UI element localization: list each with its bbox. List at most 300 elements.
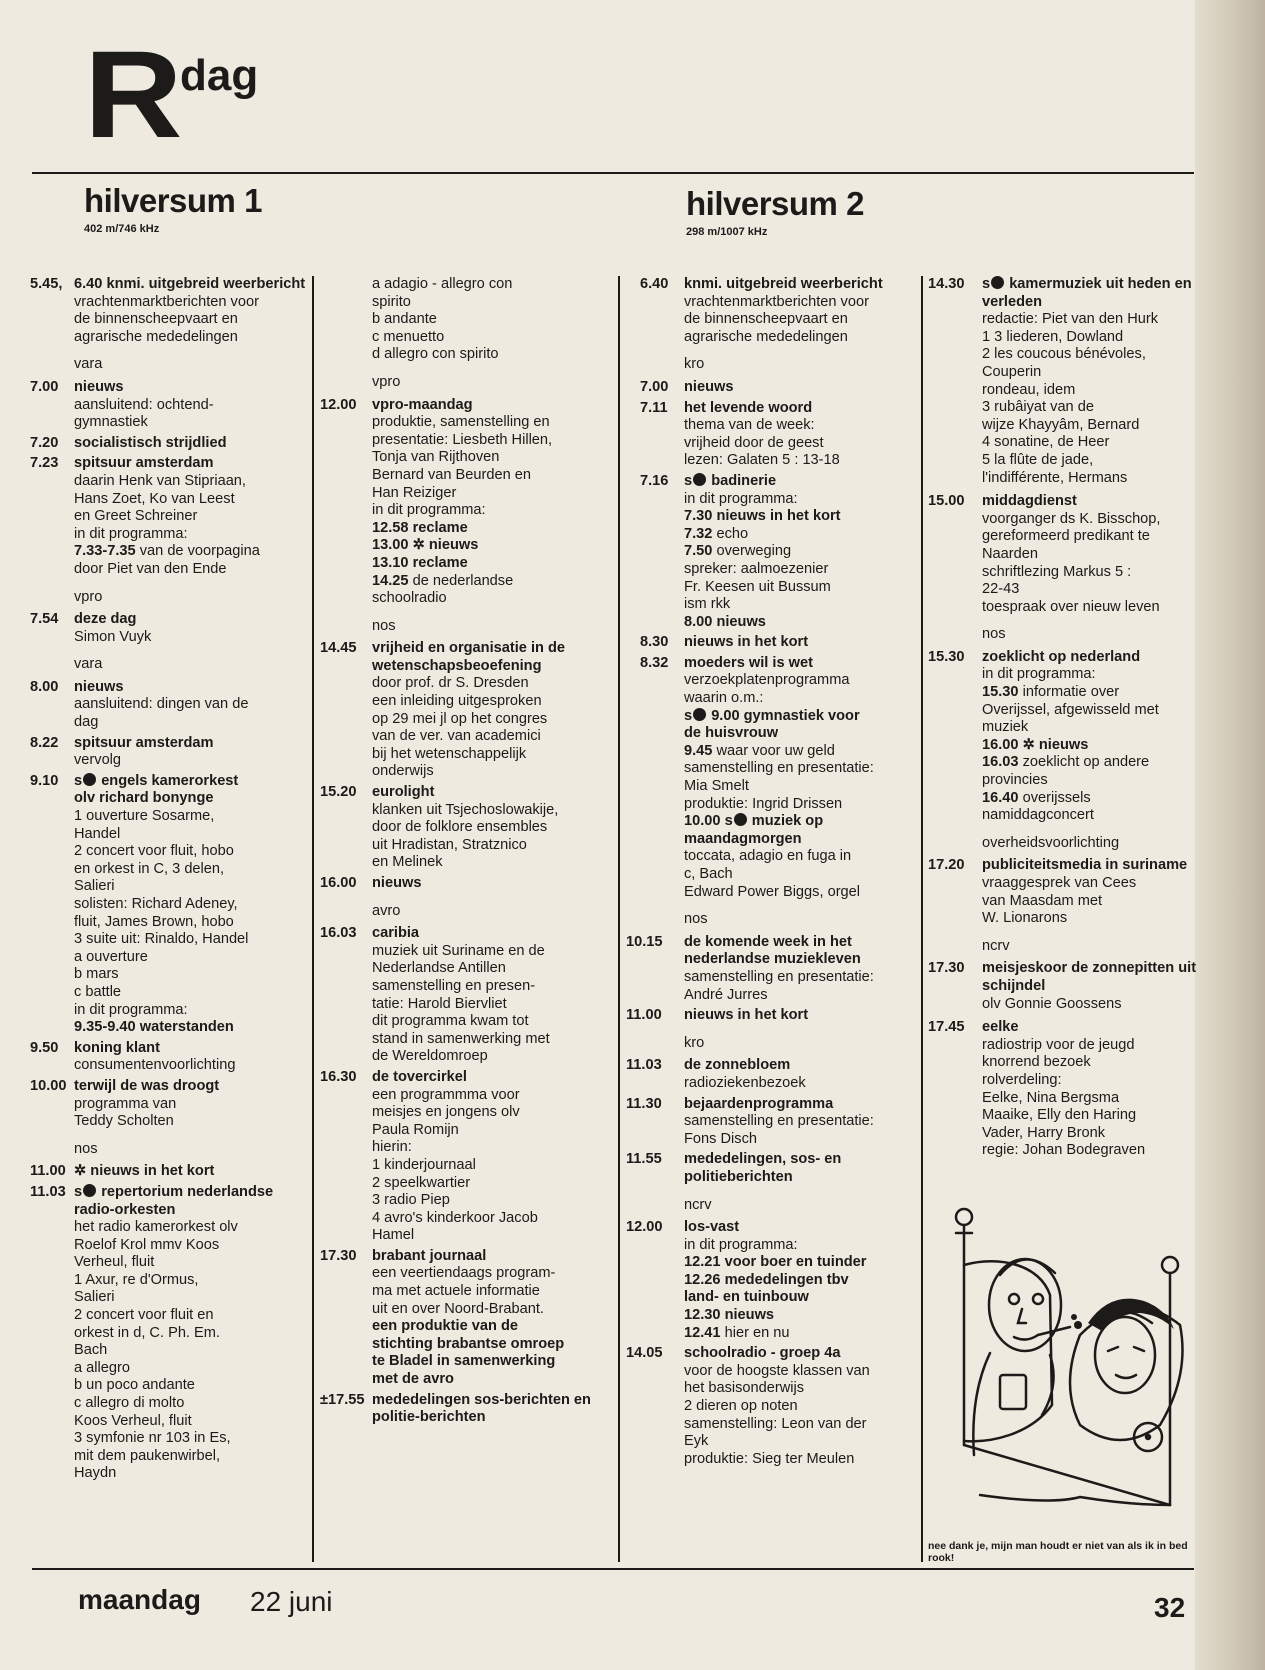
program-entry bbox=[626, 1151, 916, 1186]
program-line: 3 symfonie nr 103 in Es, bbox=[74, 1430, 231, 1447]
program-line: consumentenvoorlichting bbox=[74, 1057, 236, 1074]
broadcaster-label: vpro bbox=[372, 373, 401, 390]
program-line: c, Bach bbox=[684, 866, 733, 882]
program-time: 7.20 bbox=[30, 434, 59, 451]
program-title: spitsuur amsterdam bbox=[74, 455, 214, 472]
program-time: 11.03 bbox=[626, 1057, 662, 1074]
program-line: samenstelling en presentatie: bbox=[684, 1113, 874, 1130]
program-line: uit en over Noord-Brabant. bbox=[372, 1300, 544, 1317]
program-line: rondeau, idem bbox=[982, 381, 1076, 398]
subprogram-time: 13.00 bbox=[372, 537, 409, 554]
stereo-dot-icon bbox=[693, 473, 706, 486]
subprogram-title: muziek op bbox=[751, 813, 824, 830]
top-rule bbox=[32, 172, 1194, 174]
program-line: vrachtenmarktberichten voor bbox=[684, 293, 869, 310]
program-title: knmi. uitgebreid weerbericht bbox=[684, 276, 883, 292]
program-time: 8.00 bbox=[30, 678, 59, 695]
program-line: samenstelling en presentatie: bbox=[684, 968, 874, 985]
program-line: 3 suite uit: Rinaldo, Handel bbox=[74, 931, 249, 948]
program-entry bbox=[626, 276, 916, 346]
subprogram-title: informatie over bbox=[1022, 684, 1120, 701]
program-line: mit dem paukenwirbel, bbox=[74, 1447, 221, 1464]
program-entry bbox=[626, 634, 916, 652]
program-title: terwijl de was droogt bbox=[74, 1077, 220, 1094]
program-title: meisjeskoor de zonnepitten uit schijndel bbox=[982, 960, 1197, 994]
program-title: publiciteitsmedia in suriname bbox=[982, 857, 1188, 874]
program-line: de binnenscheepvaart en bbox=[74, 311, 238, 328]
stereo-label: s bbox=[724, 813, 733, 830]
subprogram: 7.30 nieuws in het kort bbox=[684, 508, 841, 525]
program-line: rolverdeling: bbox=[982, 1071, 1062, 1088]
program-line: Hans Zoet, Ko van Leest bbox=[74, 490, 235, 507]
program-line: door Piet van den Ende bbox=[74, 560, 227, 577]
program-line: en Melinek bbox=[372, 854, 443, 871]
subprogram-title: overijssels bbox=[1022, 789, 1091, 806]
program-line: d allegro con spirito bbox=[372, 346, 499, 363]
program-title: radio-orkesten bbox=[74, 1201, 176, 1218]
broadcaster-label: kro bbox=[684, 1034, 705, 1051]
program-time: 17.30 bbox=[320, 1247, 357, 1264]
program-line: vrachtenmarktberichten voor bbox=[74, 293, 259, 310]
broadcaster-label: avro bbox=[372, 902, 401, 919]
program-time: 16.30 bbox=[320, 1068, 357, 1085]
program-line: produktie: Ingrid Drissen bbox=[684, 795, 843, 812]
broadcaster-label: ncrv bbox=[684, 1196, 712, 1213]
program-line: Bach bbox=[74, 1342, 108, 1359]
program-time: 14.30 bbox=[928, 276, 965, 292]
program-line: een veertiendaags program- bbox=[372, 1265, 556, 1282]
program-line: knorrend bezoek bbox=[982, 1054, 1091, 1071]
program-time: 11.30 bbox=[626, 1095, 662, 1112]
program-line: aansluitend: dingen van de bbox=[74, 696, 249, 713]
program-time: 11.55 bbox=[626, 1151, 662, 1168]
program-title: schoolradio - groep 4a bbox=[684, 1345, 841, 1362]
program-line: radioziekenbezoek bbox=[684, 1074, 806, 1091]
program-line: thema van de week: bbox=[684, 417, 815, 434]
program-time: 7.54 bbox=[30, 611, 59, 628]
program-title: nieuws in het kort bbox=[684, 1007, 809, 1024]
program-line: muziek uit Suriname en de bbox=[372, 942, 545, 959]
program-line: vraaggesprek van Cees bbox=[982, 875, 1137, 891]
subprogram-time: 7.33-7.35 bbox=[74, 543, 136, 560]
program-line: regie: Johan Bodegraven bbox=[982, 1142, 1146, 1159]
program-line: daarin Henk van Stipriaan, bbox=[74, 472, 246, 489]
program-title: de zonnebloem bbox=[684, 1057, 791, 1074]
program-time: 8.22 bbox=[30, 734, 59, 751]
broadcaster-label: nos bbox=[982, 626, 1006, 643]
program-line: 1 kinderjournaal bbox=[372, 1156, 476, 1173]
program-line: 4 avro's kinderkoor Jacob bbox=[372, 1209, 538, 1226]
bed-cartoon-illustration bbox=[930, 1205, 1200, 1535]
program-title: 6.40 knmi. uitgebreid weerbericht bbox=[74, 276, 306, 292]
subprogram-title: hier en nu bbox=[724, 1324, 790, 1341]
program-entry bbox=[626, 1219, 916, 1342]
program-line: Tonja van Rijthoven bbox=[372, 449, 500, 466]
program-line: in dit programma: bbox=[684, 490, 798, 507]
bottom-rule bbox=[32, 1568, 1194, 1570]
program-title: bejaardenprogramma bbox=[684, 1095, 834, 1112]
subprogram: maandagmorgen bbox=[684, 830, 802, 847]
program-title: nieuws bbox=[74, 378, 124, 395]
program-time: 8.30 bbox=[640, 634, 669, 651]
program-line: tatie: Harold Biervliet bbox=[372, 995, 507, 1012]
program-line: dit programma kwam tot bbox=[372, 1013, 529, 1030]
program-time: 14.45 bbox=[320, 640, 357, 657]
program-time: 7.00 bbox=[30, 378, 59, 395]
program-entry bbox=[626, 655, 916, 901]
program-line: 1 Axur, re d'Ormus, bbox=[74, 1271, 199, 1288]
program-line: 5 la flûte de jade, bbox=[982, 451, 1094, 468]
program-line: het radio kamerorkest olv bbox=[74, 1219, 238, 1236]
program-line: produktie, samenstelling en bbox=[372, 414, 550, 431]
program-line: 3 rubâiyat van de bbox=[982, 399, 1094, 416]
footer-day: maandag bbox=[78, 1584, 201, 1615]
program-entry bbox=[320, 640, 612, 781]
program-line: vervolg bbox=[74, 752, 122, 769]
program-time: 11.00 bbox=[626, 1007, 662, 1024]
program-title: de tovercirkel bbox=[372, 1068, 467, 1085]
program-title: los-vast bbox=[684, 1219, 740, 1236]
program-time: 12.00 bbox=[626, 1219, 663, 1236]
program-line: presentatie: Liesbeth Hillen, bbox=[372, 431, 553, 448]
program-line: meisjes en jongens olv bbox=[372, 1104, 520, 1121]
program-line: W. Lionarons bbox=[982, 910, 1068, 927]
stereo-label: s bbox=[684, 472, 693, 489]
subprogram: de huisvrouw bbox=[684, 725, 779, 742]
program-line: agrarische mededelingen bbox=[74, 328, 238, 345]
program-line: Mia Smelt bbox=[684, 778, 749, 795]
program-line: ism rkk bbox=[684, 596, 731, 613]
program-entry bbox=[30, 276, 306, 346]
program-title: nieuws bbox=[372, 875, 422, 891]
program-line: klanken uit Tsjechoslowakije, bbox=[372, 801, 559, 818]
program-line: Bernard van Beurden en bbox=[372, 466, 532, 483]
subprogram-time: 12.41 bbox=[684, 1324, 721, 1341]
program-line: c battle bbox=[74, 983, 122, 1000]
program-line: Teddy Scholten bbox=[74, 1113, 174, 1130]
program-line: Fons Disch bbox=[684, 1130, 757, 1147]
station-frequency: 402 m/746 kHz bbox=[84, 223, 160, 235]
program-line: gymnastiek bbox=[74, 414, 148, 431]
program-line: in dit programma: bbox=[982, 666, 1096, 683]
rdag-logo bbox=[84, 26, 324, 164]
stereo-dot-icon bbox=[734, 813, 747, 826]
program-entry bbox=[320, 1248, 612, 1389]
program-title: mededelingen sos-berichten en politie-berichten bbox=[372, 1391, 591, 1426]
program-title: kamermuziek uit heden en verleden bbox=[982, 276, 1192, 310]
program-line: onderwijs bbox=[372, 763, 434, 780]
program-line: voor de hoogste klassen van bbox=[684, 1362, 870, 1379]
program-entry bbox=[928, 493, 1208, 616]
program-title: eelke bbox=[982, 1019, 1019, 1036]
program-line: Koos Verheul, fluit bbox=[74, 1412, 192, 1429]
subprogram-title: waar voor uw geld bbox=[716, 742, 835, 759]
subprogram: 9.00 gymnastiek voor bbox=[711, 707, 860, 724]
subprogram: 12.58 reclame bbox=[372, 519, 468, 536]
broadcaster-label: vpro bbox=[74, 588, 103, 605]
subprogram-title: zoeklicht op andere bbox=[1022, 754, 1150, 771]
program-time: 12.00 bbox=[320, 396, 357, 413]
subprogram: 12.26 mededelingen tbv bbox=[684, 1271, 849, 1288]
station-hilversum-1 bbox=[84, 183, 262, 235]
program-time: 7.23 bbox=[30, 455, 59, 472]
program-line: a allegro bbox=[74, 1359, 130, 1376]
program-time: 16.00 bbox=[320, 875, 357, 891]
subprogram-time: 7.32 bbox=[684, 525, 713, 542]
program-entry bbox=[30, 1163, 306, 1181]
program-line: Simon Vuyk bbox=[74, 628, 152, 645]
program-time: 10.15 bbox=[626, 933, 663, 950]
program-line: Couperin bbox=[982, 363, 1042, 380]
news-star-icon: ✲ bbox=[1022, 736, 1035, 753]
program-line: bij het wetenschappelijk bbox=[372, 745, 527, 762]
program-line: 2 concert voor fluit en bbox=[74, 1307, 214, 1324]
program-title: koning klant bbox=[74, 1039, 160, 1056]
program-title: mededelingen, sos- en politieberichten bbox=[684, 1151, 842, 1185]
program-entry bbox=[30, 735, 306, 770]
program-line: c allegro di molto bbox=[74, 1395, 185, 1412]
column-divider bbox=[312, 276, 314, 1562]
program-entry bbox=[30, 379, 306, 432]
program-line: waarin o.m.: bbox=[684, 690, 764, 707]
program-line: met de avro bbox=[372, 1371, 454, 1388]
program-time: 17.30 bbox=[928, 960, 965, 977]
program-line: Maaike, Elly den Haring bbox=[982, 1107, 1137, 1124]
program-line: a ouverture bbox=[74, 948, 148, 965]
program-line: spirito bbox=[372, 293, 411, 310]
program-title: brabant journaal bbox=[372, 1247, 487, 1264]
program-line: verzoekplatenprogramma bbox=[684, 672, 850, 689]
program-line: redactie: Piet van den Hurk bbox=[982, 311, 1159, 328]
broadcaster-label: vara bbox=[74, 356, 103, 373]
program-line: te Bladel in samenwerking bbox=[372, 1353, 556, 1370]
subprogram: land- en tuinbouw bbox=[684, 1289, 809, 1306]
stereo-label: s bbox=[982, 276, 991, 292]
program-line: aansluitend: ochtend- bbox=[74, 396, 214, 413]
program-line: muziek bbox=[982, 719, 1029, 736]
program-entry bbox=[320, 397, 612, 608]
program-line: samenstelling en presentatie: bbox=[684, 760, 874, 777]
program-time: 11.03 bbox=[30, 1183, 66, 1200]
program-line: 22-43 bbox=[982, 581, 1020, 598]
program-time: 7.11 bbox=[640, 399, 668, 416]
broadcaster-label: nos bbox=[372, 617, 396, 634]
program-title: badinerie bbox=[711, 472, 777, 489]
stereo-dot-icon bbox=[693, 708, 706, 721]
program-line: dag bbox=[74, 714, 99, 731]
stereo-dot-icon bbox=[991, 276, 1004, 289]
program-line: programma van bbox=[74, 1095, 177, 1112]
program-line: orkest in d, C. Ph. Em. bbox=[74, 1324, 220, 1341]
cartoon-caption: nee dank je, mijn man houdt er niet van als ik in bed rook! bbox=[928, 1540, 1188, 1564]
program-title: repertorium nederlandse bbox=[101, 1183, 274, 1200]
program-title: vrijheid en organisatie in de wetenschapsbeoefening bbox=[372, 640, 566, 674]
program-line: Overijssel, afgewisseld met bbox=[982, 701, 1159, 718]
subprogram: 13.10 reclame bbox=[372, 554, 468, 571]
subprogram-title: de nederlandse bbox=[412, 572, 514, 589]
program-title: olv richard bonynge bbox=[74, 790, 214, 807]
program-line: spreker: aalmoezenier bbox=[684, 560, 829, 577]
program-line: in dit programma: bbox=[74, 525, 188, 542]
subprogram-title: overweging bbox=[716, 543, 792, 560]
subprogram-time: 16.03 bbox=[982, 754, 1019, 771]
program-line: een produktie van de bbox=[372, 1318, 518, 1335]
program-line: 2 dieren op noten bbox=[684, 1398, 798, 1415]
program-line: a adagio - allegro con bbox=[372, 276, 513, 292]
program-entry bbox=[626, 400, 916, 470]
program-line: en orkest in C, 3 delen, bbox=[74, 860, 225, 877]
program-line: 1 3 liederen, Dowland bbox=[982, 328, 1124, 345]
stereo-label: s bbox=[684, 707, 693, 724]
subprogram-time: 16.00 bbox=[982, 736, 1019, 753]
program-line: 2 concert voor fluit, hobo bbox=[74, 843, 234, 860]
broadcaster-label: vara bbox=[74, 656, 103, 673]
program-line: samenstelling en presen- bbox=[372, 977, 536, 994]
logo-letter: R bbox=[84, 26, 179, 164]
program-line: op 29 mei jl op het congres bbox=[372, 710, 548, 727]
program-entry bbox=[626, 1057, 916, 1092]
program-title: socialistisch strijdlied bbox=[74, 434, 227, 451]
program-line: uit Hradistan, Stratznico bbox=[372, 836, 527, 853]
program-line: de Wereldomroep bbox=[372, 1048, 488, 1065]
program-time: 9.10 bbox=[30, 772, 59, 789]
program-entry bbox=[626, 1007, 916, 1025]
program-line: b un poco andante bbox=[74, 1377, 195, 1394]
program-line: l'indifférente, Hermans bbox=[982, 469, 1128, 486]
program-entry bbox=[626, 934, 916, 1004]
program-title: eurolight bbox=[372, 784, 435, 801]
program-line: van Maasdam met bbox=[982, 892, 1103, 909]
station-frequency: 298 m/1007 kHz bbox=[686, 226, 768, 238]
logo-suffix: dag bbox=[180, 51, 259, 100]
program-line: in dit programma: bbox=[74, 1001, 188, 1018]
program-line: samenstelling: Leon van der bbox=[684, 1415, 867, 1432]
column-divider bbox=[921, 276, 923, 1562]
program-time: 17.45 bbox=[928, 1019, 965, 1036]
station-hilversum-2 bbox=[686, 186, 864, 238]
schedule-column-4 bbox=[928, 276, 1208, 1163]
program-line: het basisonderwijs bbox=[684, 1380, 805, 1397]
program-entry bbox=[320, 1392, 612, 1427]
news-star-icon: ✲ bbox=[74, 1163, 87, 1180]
program-time: 9.50 bbox=[30, 1039, 59, 1056]
program-title: spitsuur amsterdam bbox=[74, 734, 214, 751]
subprogram-title: nieuws bbox=[1038, 736, 1089, 753]
program-entry bbox=[928, 1019, 1208, 1160]
program-time: 15.20 bbox=[320, 784, 357, 801]
program-line: Edward Power Biggs, orgel bbox=[684, 883, 861, 900]
program-line: vrijheid door de geest bbox=[684, 434, 824, 451]
program-time: 10.00 bbox=[30, 1077, 67, 1094]
program-line: Naarden bbox=[982, 545, 1038, 562]
program-line: Paula Romijn bbox=[372, 1121, 459, 1138]
program-line: b andante bbox=[372, 311, 437, 328]
program-line: een programmma voor bbox=[372, 1086, 520, 1103]
program-line: Han Reiziger bbox=[372, 484, 457, 501]
program-line: Nederlandse Antillen bbox=[372, 960, 506, 977]
program-line: de binnenscheepvaart en bbox=[684, 311, 848, 328]
subprogram: 9.35-9.40 waterstanden bbox=[74, 1019, 234, 1036]
program-entry bbox=[30, 679, 306, 732]
program-time: 5.45, bbox=[30, 276, 63, 292]
program-line: toespraak over nieuw leven bbox=[982, 598, 1160, 615]
program-line: in dit programma: bbox=[684, 1236, 798, 1253]
footer-date: 22 juni bbox=[250, 1586, 333, 1617]
subprogram-title: nieuws bbox=[428, 537, 479, 554]
subprogram-time: 15.30 bbox=[982, 684, 1019, 701]
subprogram-title: echo bbox=[716, 525, 749, 542]
subprogram: 12.30 nieuws bbox=[684, 1307, 775, 1324]
program-line: een inleiding uitgesproken bbox=[372, 693, 542, 710]
program-entry bbox=[320, 875, 612, 893]
program-entry bbox=[30, 1078, 306, 1131]
program-entry bbox=[320, 925, 612, 1066]
program-line: in dit programma: bbox=[372, 502, 486, 519]
program-entry bbox=[928, 276, 1208, 487]
program-line: stichting brabantse omroep bbox=[372, 1335, 565, 1352]
program-line: door de folklore ensembles bbox=[372, 819, 548, 836]
program-title: nieuws in het kort bbox=[684, 634, 809, 651]
program-line: schriftlezing Markus 5 : bbox=[982, 563, 1132, 580]
program-entry bbox=[928, 960, 1208, 1013]
program-entry bbox=[928, 857, 1208, 927]
program-line: namiddagconcert bbox=[982, 807, 1094, 824]
broadcaster-label: overheidsvoorlichting bbox=[982, 834, 1120, 851]
program-line: 2 les coucous bénévoles, bbox=[982, 346, 1146, 363]
subprogram-time: 10.00 bbox=[684, 813, 721, 830]
program-entry bbox=[30, 1040, 306, 1075]
program-line: radiostrip voor de jeugd bbox=[982, 1036, 1135, 1053]
program-line: Haydn bbox=[74, 1465, 117, 1482]
program-title: vpro-maandag bbox=[372, 396, 473, 413]
stereo-dot-icon bbox=[83, 773, 96, 786]
program-line: 4 sonatine, de Heer bbox=[982, 434, 1110, 451]
stereo-dot-icon bbox=[83, 1184, 96, 1197]
program-line: hierin: bbox=[372, 1139, 412, 1156]
program-line: Fr. Keesen uit Bussum bbox=[684, 578, 831, 595]
program-entry bbox=[626, 1096, 916, 1149]
program-line: Vader, Harry Bronk bbox=[982, 1124, 1106, 1141]
program-line: Salieri bbox=[74, 1289, 115, 1306]
program-line: solisten: Richard Adeney, bbox=[74, 896, 238, 912]
program-title: engels kamerorkest bbox=[101, 772, 239, 789]
program-title: deze dag bbox=[74, 611, 137, 628]
subprogram: 12.21 voor boer en tuinder bbox=[684, 1254, 867, 1271]
program-line: ma met actuele informatie bbox=[372, 1283, 540, 1300]
program-line: André Jurres bbox=[684, 986, 768, 1003]
program-entry bbox=[30, 611, 306, 646]
program-line: voorganger ds K. Bisschop, bbox=[982, 510, 1161, 527]
station-name: hilversum 2 bbox=[686, 185, 864, 222]
subprogram-title: van de voorpagina bbox=[139, 543, 260, 560]
program-line: c menuetto bbox=[372, 328, 445, 345]
program-time: 15.00 bbox=[928, 493, 965, 510]
program-line: toccata, adagio en fuga in bbox=[684, 848, 852, 865]
news-star-icon: ✲ bbox=[412, 537, 425, 554]
program-line: en Greet Schreiner bbox=[74, 508, 198, 525]
program-title: moeders wil is wet bbox=[684, 654, 813, 671]
program-line: lezen: Galaten 5 : 13-18 bbox=[684, 452, 840, 469]
program-line: Roelof Krol mmv Koos bbox=[74, 1236, 220, 1253]
program-entry bbox=[928, 649, 1208, 825]
schedule-column-3 bbox=[626, 276, 916, 1471]
program-line: agrarische mededelingen bbox=[684, 328, 848, 345]
program-entry bbox=[320, 1069, 612, 1245]
program-time: ±17.55 bbox=[320, 1391, 365, 1408]
program-title: middagdienst bbox=[982, 493, 1077, 510]
program-title: nieuws in het kort bbox=[90, 1163, 215, 1180]
schedule-column-1 bbox=[30, 276, 306, 1486]
